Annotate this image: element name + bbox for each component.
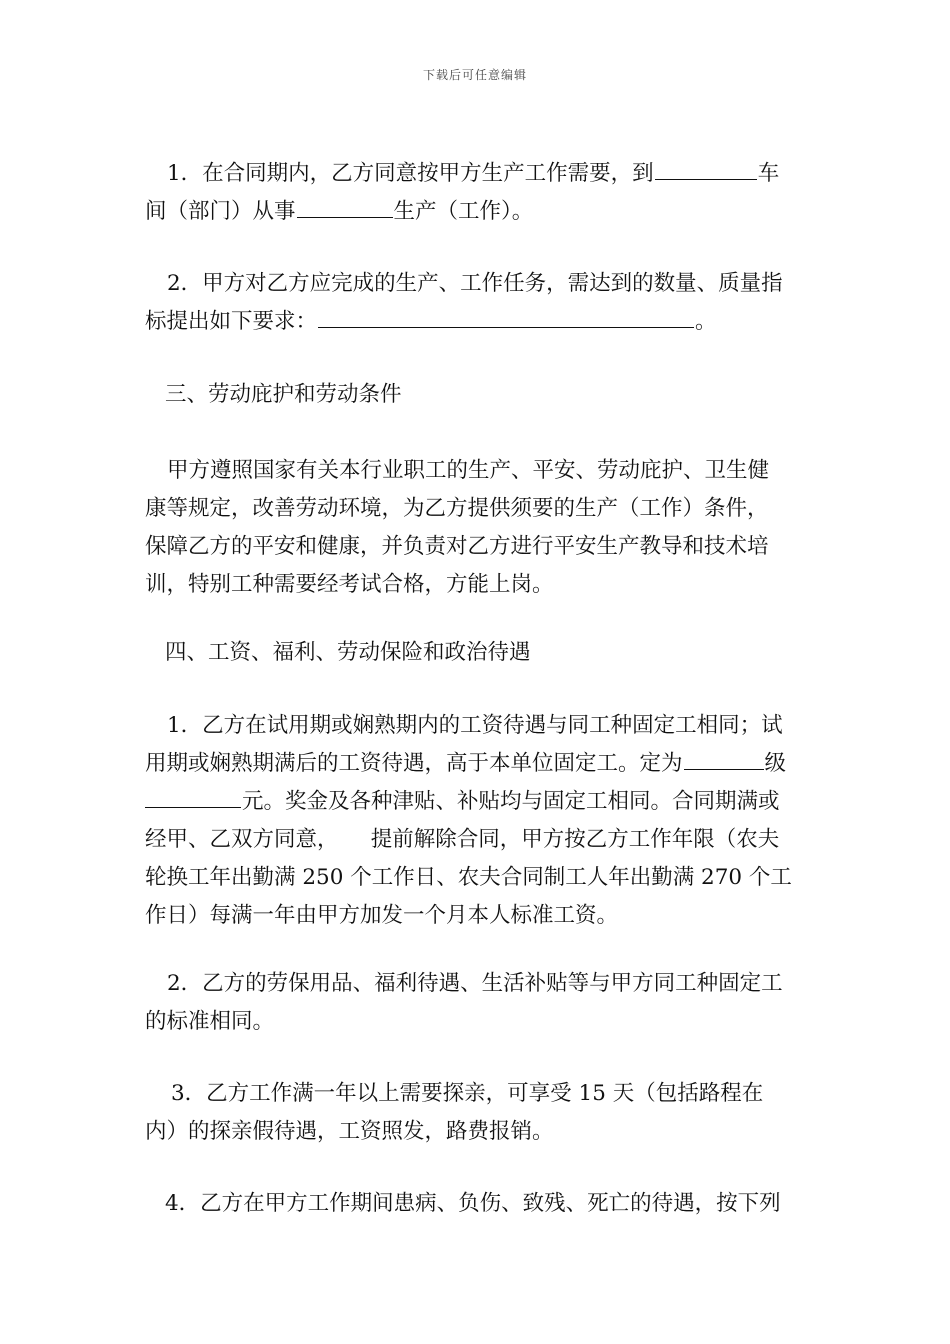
clause-2-line-1: 2．甲方对乙方应完成的生产、工作任务，需达到的数量、质量指 xyxy=(167,271,783,296)
labor-protection-line-1: 甲方遵照国家有关本行业职工的生产、平安、劳动庇护、卫生健 xyxy=(167,458,770,483)
wage-clause-line-6: 作日）每满一年由甲方加发一个月本人标准工资。 xyxy=(145,903,619,928)
benefits-clause-paragraph xyxy=(145,965,807,1041)
wage-clause-line-4: 经甲、乙双方同意， 提前解除合同，甲方按乙方工作年限（农夫 xyxy=(145,827,780,852)
benefits-clause-line-2: 的标准相同。 xyxy=(145,1009,275,1034)
labor-protection-line-4: 训，特别工种需要经考试合格，方能上岗。 xyxy=(145,572,554,597)
amount-blank xyxy=(145,783,241,808)
section-3-heading: 三、劳动庇护和劳动条件 xyxy=(165,382,402,407)
illness-injury-paragraph xyxy=(145,1185,807,1223)
clause-1-paragraph xyxy=(145,155,807,231)
page-header: 下载后可任意编辑 xyxy=(422,68,527,82)
grade-blank xyxy=(684,745,764,770)
clause-2-line-2: 标提出如下要求： 。 xyxy=(145,303,807,341)
family-leave-paragraph xyxy=(145,1075,807,1151)
labor-protection-line-3: 保障乙方的平安和健康，并负责对乙方进行平安生产教导和技术培 xyxy=(145,534,769,559)
clause-1-line-1: 1．在合同期内，乙方同意按甲方生产工作需要，到 车 xyxy=(145,155,807,193)
benefits-clause-line-1: 2．乙方的劳保用品、福利待遇、生活补贴等与甲方同工种固定工 xyxy=(167,971,783,996)
illness-injury-line-1: 4．乙方在甲方工作期间患病、负伤、致残、死亡的待遇，按下列 xyxy=(165,1191,781,1216)
wage-clause-line-5: 轮换工年出勤满 250 个工作日、农夫合同制工人年出勤满 270 个工 xyxy=(145,865,792,890)
requirements-blank xyxy=(318,303,694,328)
wage-clause-line-2: 用期或娴熟期满后的工资待遇，高于本单位固定工。定为 级 xyxy=(145,745,807,783)
labor-protection-paragraph xyxy=(145,452,807,604)
family-leave-line-2: 内）的探亲假待遇，工资照发，路费报销。 xyxy=(145,1119,554,1144)
job-blank xyxy=(297,193,393,218)
clause-1-line-2: 间（部门）从事 生产（工作）。 xyxy=(145,193,807,231)
family-leave-line-1: 3．乙方工作满一年以上需要探亲，可享受 15 天（包括路程在 xyxy=(171,1081,764,1106)
workshop-blank xyxy=(655,155,757,180)
clause-2-paragraph xyxy=(145,265,807,341)
labor-protection-line-2: 康等规定，改善劳动环境，为乙方提供须要的生产（工作）条件， xyxy=(145,496,769,521)
wage-clause-line-3: 元。奖金及各种津贴、补贴均与固定工相同。合同期满或 xyxy=(145,783,807,821)
section-4-heading: 四、工资、福利、劳动保险和政治待遇 xyxy=(165,640,531,665)
wage-clause-paragraph xyxy=(145,707,807,935)
wage-clause-line-1: 1．乙方在试用期或娴熟期内的工资待遇与同工种固定工相同；试 xyxy=(167,713,783,738)
